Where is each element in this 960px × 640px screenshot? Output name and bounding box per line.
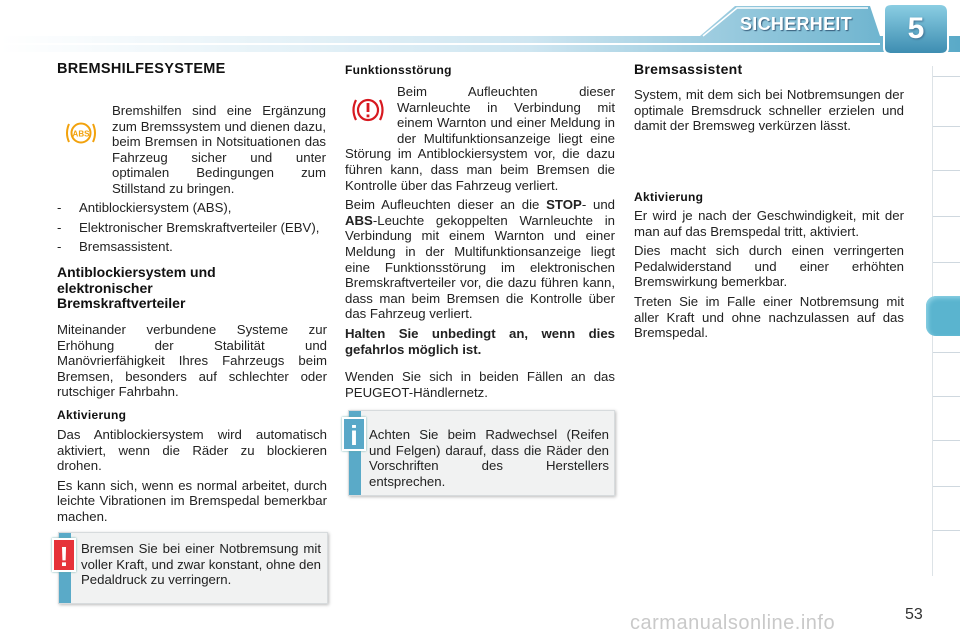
list-item: - Bremsassistent.: [57, 239, 173, 255]
list-item: - Elektronischer Bremskraftverteiler (EBV),: [57, 219, 320, 235]
malfunction-heading: Funktionsstörung: [345, 63, 452, 77]
assist-systems-list: [57, 200, 327, 259]
watermark: carmanualsonline.info: [630, 612, 836, 634]
list-item: - Antiblockiersystem (ABS),: [57, 200, 232, 215]
section-title: SICHERHEIT: [740, 14, 853, 34]
stop-instruction: Halten Sie unbedingt an, wenn dies gefahrlos möglich ist.: [345, 325, 615, 357]
info-icon: i: [342, 417, 366, 451]
active-chapter-tab[interactable]: [926, 296, 960, 336]
warning-note-text: Bremsen Sie bei einer Notbremsung mit voller Kraft, und zwar konstant, ohne den Pedaldruck zu verringern.: [81, 541, 321, 588]
info-note-text: Achten Sie beim Radwechsel (Reifen und Felgen) darauf, dass die Räder den Vorschriften des Herstellers entsprechen.: [369, 427, 609, 489]
activation-heading-abs: Aktivierung: [57, 408, 127, 422]
page-number: 53: [905, 606, 923, 623]
activation-text-abs: Das Antiblockiersystem wird automatisch aktiviert, wenn die Räder zu blockieren drohen. Es kann sich, wenn es normal arbeitet, durch leichte Vibrationen im Bremspedal bemerkbar machen.: [57, 427, 327, 524]
main-heading: BREMSHILFESYSTEME: [57, 61, 226, 77]
malfunction-text: Beim Aufleuchten dieser Warnleuchte in Verbindung mit einem Warnton und einer Meldung in der Multifunktionsanzeige liegt eine Störung im Antiblockiersystem vor, die dazu führen kann, dass man beim Bremsen die Kontrolle über das Fahrzeug verliert. Beim Aufleuchten dieser an die STOP- und ABS-Leuchte gekoppelten Warnleuchte in Verbindung mit einem Warnton und einer Meldung in der Multifunktionsanzeige liegt eine Funktionsstörung im elektronischen Bremskraftverteiler vor, die dazu führen kann, dass man beim Bremsen die Kontrolle über das Fahrzeug verliert. Halten Sie unbedingt an, wenn dies gefahrlos möglich ist. Wenden Sie sich in beiden Fällen an das PEUGEOT-Händlernetz.: [345, 84, 616, 400]
brake-assist-heading: Bremsassistent: [634, 61, 743, 77]
abs-warning-icon: [64, 118, 98, 153]
chapter-number: 5: [907, 12, 925, 45]
svg-text:ABS: ABS: [72, 129, 90, 139]
warning-note-box: [58, 532, 328, 604]
warning-exclamation-icon: !: [52, 538, 76, 572]
page-header: [0, 0, 960, 60]
intro-text: Bremshilfen sind eine Ergänzung zum Bremssystem und dienen dazu, beim Bremsen in Notsituationen das Fahrzeug sicher und unter optimalen Bedingungen zum Stillstand zu bringen.: [112, 103, 326, 196]
abs-section-heading: Antiblockiersystem und elektronischer Bremskraftverteiler: [57, 264, 216, 312]
activation-text-assist: Er wird je nach der Geschwindigkeit, mit der man auf das Bremspedal tritt, aktiviert. Dies macht sich durch einen verringerten Pedalwiderstand und einer erhöhten Bremswirkung bemerkbar. Treten Sie im Falle einer Notbremsung mit aller Kraft und ohne nachzulassen auf das Bremspedal.: [634, 208, 904, 341]
abs-description: Miteinander verbundene Systeme zur Erhöhung der Stabilität und Manövrierfähigkeit Ihres Fahrzeugs beim Bremsen, besonders auf schlechter oder rutschiger Fahrbahn.: [57, 322, 327, 400]
activation-heading-assist: Aktivierung: [634, 190, 704, 204]
info-note-box: [348, 410, 615, 496]
brake-assist-text: System, mit dem sich bei Notbremsungen der optimale Bremsdruck schneller erzielen und damit der Bremsweg verkürzen lässt.: [634, 87, 904, 134]
